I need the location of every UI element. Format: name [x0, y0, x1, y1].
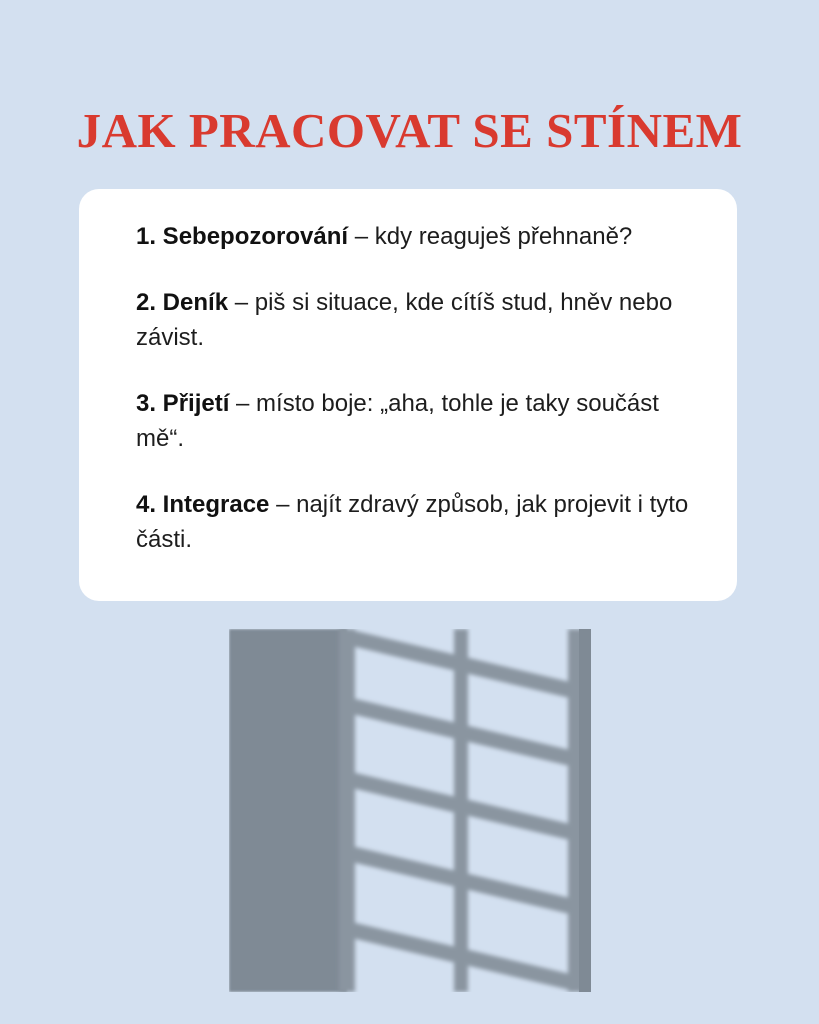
step-label: 2. Deník [136, 289, 229, 316]
step-label: 3. Přijetí [136, 390, 230, 417]
step-label: 4. Integrace [136, 491, 270, 518]
step-text: – místo boje: „aha, tohle je taky součást mě“. [136, 390, 659, 452]
step-item [136, 487, 697, 557]
step-item [136, 285, 697, 355]
step-item [136, 386, 697, 456]
window-shadow-icon [229, 629, 591, 992]
step-label: 1. Sebepozorování [136, 223, 349, 250]
steps-card [79, 189, 737, 601]
page-title: JAK PRACOVAT SE STÍNEM [76, 103, 743, 158]
step-text: – piš si situace, kde cítíš stud, hněv nebo závist. [136, 289, 673, 351]
step-text: – najít zdravý způsob, jak projevit i tyto části. [136, 491, 689, 553]
window-shadow-illustration [229, 629, 591, 992]
step-item [136, 219, 697, 254]
step-text: – kdy reaguješ přehnaně? [348, 223, 633, 250]
